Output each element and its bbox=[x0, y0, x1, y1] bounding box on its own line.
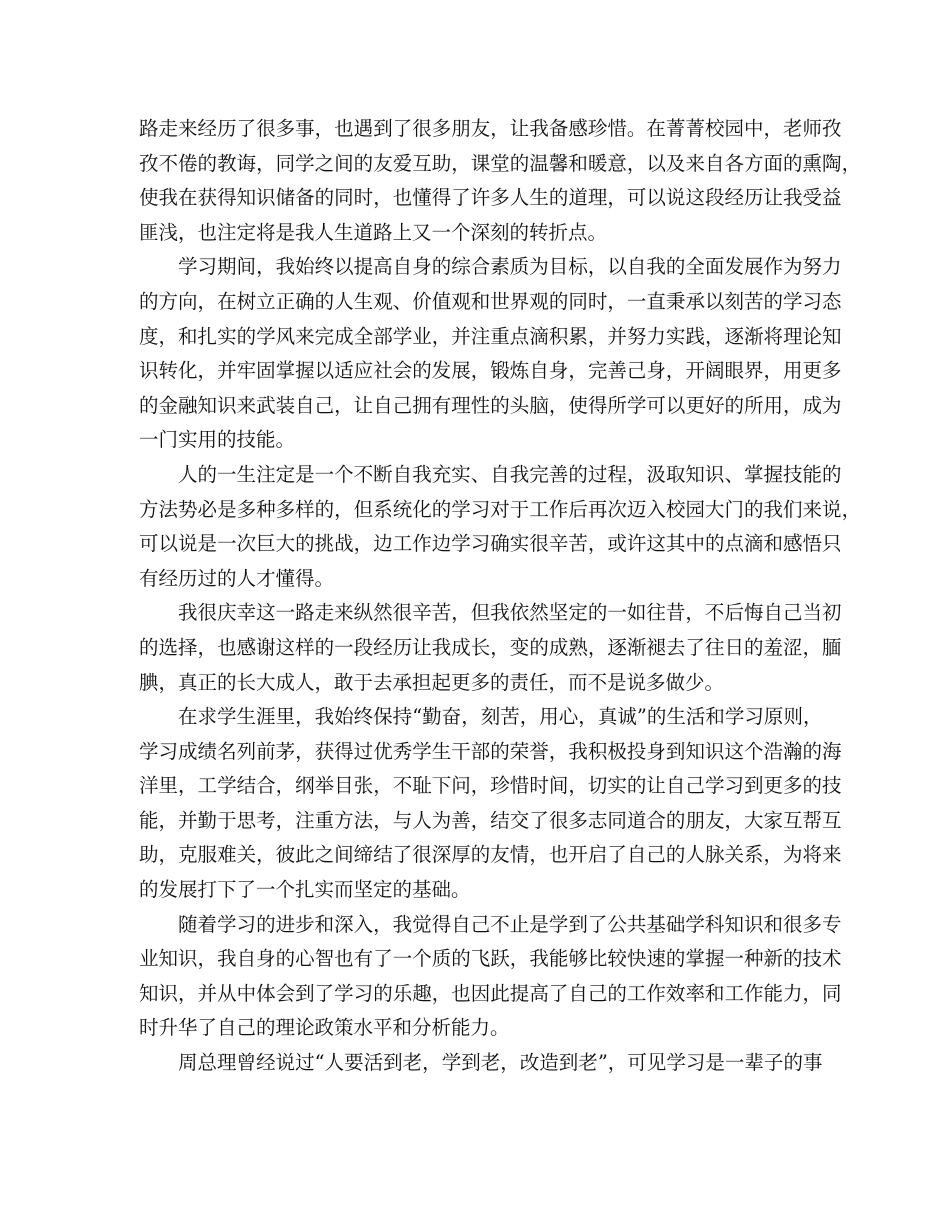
text-line: 有经历过的人才懂得。 bbox=[139, 566, 335, 590]
text-line: 随 着 学 习 的 进 步 和 深 入 ， 我 觉 得 自 己 不 止 是 学 到 了 公 共 基 础 学 科 知 识 和 很 多 专 bbox=[178, 912, 842, 936]
text-line: 腆，真正的长大成人，敢于去承担起更多的责任，而不是说多做少。 bbox=[139, 670, 725, 694]
text-line: 在 求 学 生 涯 里 ， 我 始 终 保 持 “ 勤 奋 ， 刻 苦 ， 用 心 ， 真 诚 ” 的 生 活 和 学 习 原 则 ， bbox=[178, 705, 823, 729]
text-line: 时升华了自己的理论政策水平和分析能力。 bbox=[139, 1016, 510, 1040]
text-line: 可 以 说 是 一 次 巨 大 的 挑 战 ， 边 工 作 边 学 习 确 实 很 辛 苦 ， 或 许 这 其 中 的 点 滴 和 感 悟 只 bbox=[139, 532, 842, 556]
text-line: 周 总 理 曾 经 说 过 “ 人 要 活 到 老 ， 学 到 老 ， 改 造 到 老 ” ， 可 见 学 习 是 一 辈 子 的 事 bbox=[178, 1051, 823, 1075]
text-line: 的 选 择 ， 也 感 谢 这 样 的 一 段 经 历 让 我 成 长 ， 变 的 成 熟 ， 逐 渐 褪 去 了 往 日 的 羞 涩 ， 腼 bbox=[139, 635, 842, 659]
text-line: 学 习 成 绩 名 列 前 茅 ， 获 得 过 优 秀 学 生 干 部 的 荣 誉 ， 我 积 极 投 身 到 知 识 这 个 浩 瀚 的 海 bbox=[139, 739, 842, 763]
text-line: 学 习 期 间 ， 我 始 终 以 提 高 自 身 的 综 合 素 质 为 目 标 ， 以 自 我 的 全 面 发 展 作 为 努 力 bbox=[178, 255, 842, 279]
text-line: 方 法 势 必 是 多 种 多 样 的 ， 但 系 统 化 的 学 习 对 于 工 作 后 再 次 迈 入 校 园 大 门 的 我 们 来 说 ， bbox=[139, 497, 862, 521]
text-line: 匪浅，也注定将是我人生道路上又一个深刻的转折点。 bbox=[139, 220, 608, 244]
text-line: 路 走 来 经 历 了 很 多 事 ， 也 遇 到 了 很 多 朋 友 ， 让 我 备 感 珍 惜 。 在 菁 菁 校 园 中 ， 老 师 孜 bbox=[139, 117, 842, 140]
text-line: 的发展打下了一个扎实而坚定的基础。 bbox=[139, 878, 471, 902]
text-line: 人 的 一 生 注 定 是 一 个 不 断 自 我 充 实 、 自 我 完 善 的 过 程 ， 汲 取 知 识 、 掌 握 技 能 的 bbox=[178, 462, 842, 486]
text-line: 使 我 在 获 得 知 识 储 备 的 同 时 ， 也 懂 得 了 许 多 人 生 的 道 理 ， 可 以 说 这 段 经 历 让 我 受 益 bbox=[139, 186, 842, 210]
text-line: 业 知 识 ， 我 自 身 的 心 智 也 有 了 一 个 质 的 飞 跃 ， 我 能 够 比 较 快 速 的 掌 握 一 种 新 的 技 术 bbox=[139, 947, 842, 971]
text-line: 的 方 向 ， 在 树 立 正 确 的 人 生 观 、 价 值 观 和 世 界 观 的 同 时 ， 一 直 秉 承 以 刻 苦 的 学 习 态 bbox=[139, 289, 842, 313]
text-line: 的 金 融 知 识 来 武 装 自 己 ， 让 自 己 拥 有 理 性 的 头 脑 ， 使 得 所 学 可 以 更 好 的 所 用 ， 成 为 bbox=[139, 393, 842, 417]
text-line: 一门实用的技能。 bbox=[139, 428, 296, 452]
text-line: 度 ， 和 扎 实 的 学 风 来 完 成 全 部 学 业 ， 并 注 重 点 滴 积 累 ， 并 努 力 实 践 ， 逐 渐 将 理 论 知 bbox=[139, 324, 842, 348]
text-line: 知 识 ， 并 从 中 体 会 到 了 学 习 的 乐 趣 ， 也 因 此 提 高 了 自 己 的 工 作 效 率 和 工 作 能 力 ， 同 bbox=[139, 981, 842, 1005]
text-line: 孜 不 倦 的 教 诲 ， 同 学 之 间 的 友 爱 互 助 ， 课 堂 的 温 馨 和 暖 意 ， 以 及 来 自 各 方 面 的 熏 陶 ， bbox=[139, 151, 862, 175]
text-line: 能 ， 并 勤 于 思 考 ， 注 重 方 法 ， 与 人 为 善 ， 结 交 了 很 多 志 同 道 合 的 朋 友 ， 大 家 互 帮 互 bbox=[139, 808, 842, 832]
text-line: 助 ， 克 服 难 关 ， 彼 此 之 间 缔 结 了 很 深 厚 的 友 情 ， 也 开 启 了 自 己 的 人 脉 关 系 ， 为 将 来 bbox=[139, 843, 842, 867]
body-text bbox=[139, 112, 862, 1081]
text-line: 我 很 庆 幸 这 一 路 走 来 纵 然 很 辛 苦 ， 但 我 依 然 坚 定 的 一 如 往 昔 ， 不 后 悔 自 己 当 初 bbox=[178, 601, 842, 625]
text-line: 识 转 化 ， 并 牢 固 掌 握 以 适 应 社 会 的 发 展 ， 锻 炼 自 身 ， 完 善 己 身 ， 开 阔 眼 界 ， 用 更 多 bbox=[139, 359, 842, 383]
text-line: 洋 里 ， 工 学 结 合 ， 纲 举 目 张 ， 不 耻 下 问 ， 珍 惜 时 间 ， 切 实 的 让 自 己 学 习 到 更 多 的 技 bbox=[139, 774, 842, 798]
